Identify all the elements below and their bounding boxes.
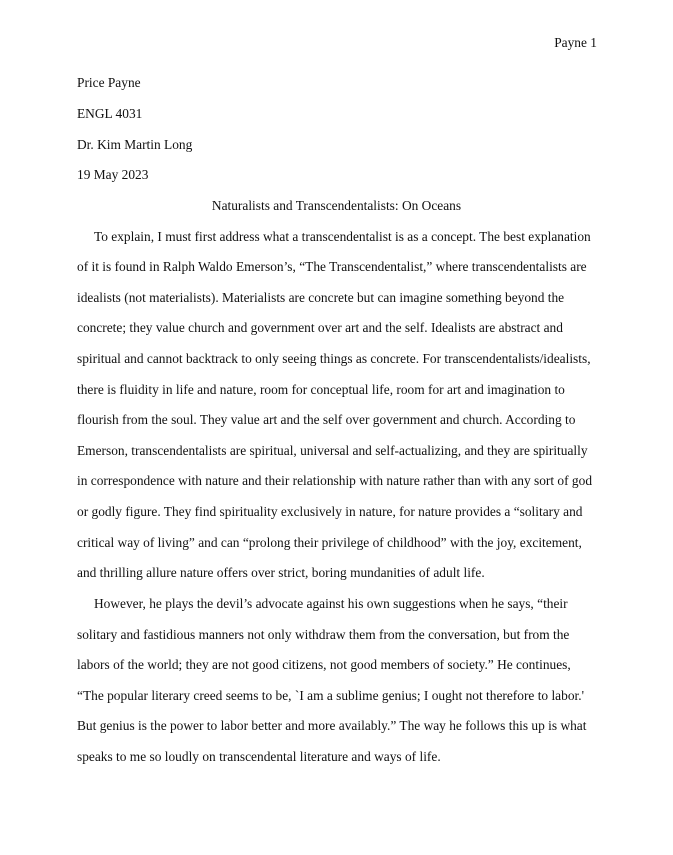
author-name: Price Payne bbox=[77, 75, 141, 90]
paragraph-line: concrete; they value church and government over art and the self. Idealists are abstract and bbox=[77, 320, 563, 335]
paragraph-line: critical way of living” and can “prolong their privilege of childhood” with the joy, excitement, bbox=[77, 535, 582, 550]
paragraph-line: flourish from the soul. They value art and the self over government and church. According to bbox=[77, 412, 576, 427]
paragraph-line: spiritual and cannot backtrack to only seeing things as concrete. For transcendentalists/idealists, bbox=[77, 351, 591, 366]
paragraph-line: However, he plays the devil’s advocate against his own suggestions when he says, “their bbox=[94, 596, 568, 611]
paragraph-line: solitary and fastidious manners not only withdraw them from the conversation, but from the bbox=[77, 627, 570, 642]
paragraph-line: labors of the world; they are not good citizens, not good members of society.” He continues, bbox=[77, 657, 571, 672]
paper-title: Naturalists and Transcendentalists: On Oceans bbox=[211, 198, 462, 213]
paragraph-line: But genius is the power to labor better and more availably.” The way he follows this up is what bbox=[77, 718, 587, 733]
paragraph-line: To explain, I must first address what a transcendentalist is as a concept. The best explanation bbox=[94, 229, 591, 244]
course-code: ENGL 4031 bbox=[77, 106, 143, 121]
instructor-name: Dr. Kim Martin Long bbox=[77, 137, 193, 152]
paragraph-line: of it is found in Ralph Waldo Emerson’s, “The Transcendentalist,” where transcendentalists are bbox=[77, 259, 587, 274]
paragraph-line: speaks to me so loudly on transcendental literature and ways of life. bbox=[77, 749, 441, 764]
paragraph-line: “The popular literary creed seems to be, `I am a sublime genius; I ought not therefore to labor.' bbox=[77, 688, 584, 703]
paragraph-line: or godly figure. They find spirituality exclusively in nature, for nature provides a “solitary and bbox=[77, 504, 583, 519]
paragraph-line: Emerson, transcendentalists are spiritual, universal and self-actualizing, and they are spiritually bbox=[77, 443, 588, 458]
paragraph-line: idealists (not materialists). Materialists are concrete but can imagine something beyond the bbox=[77, 290, 565, 305]
paper-date: 19 May 2023 bbox=[77, 167, 149, 182]
paragraph-line: there is fluidity in life and nature, room for conceptual life, room for art and imagination to bbox=[77, 382, 565, 397]
paragraph-line: and thrilling allure nature offers over strict, boring mundanities of adult life. bbox=[77, 565, 485, 580]
paragraph-line: in correspondence with nature and their relationship with nature rather than with any sort of god bbox=[77, 473, 593, 488]
running-head: Payne 1 bbox=[554, 35, 597, 50]
